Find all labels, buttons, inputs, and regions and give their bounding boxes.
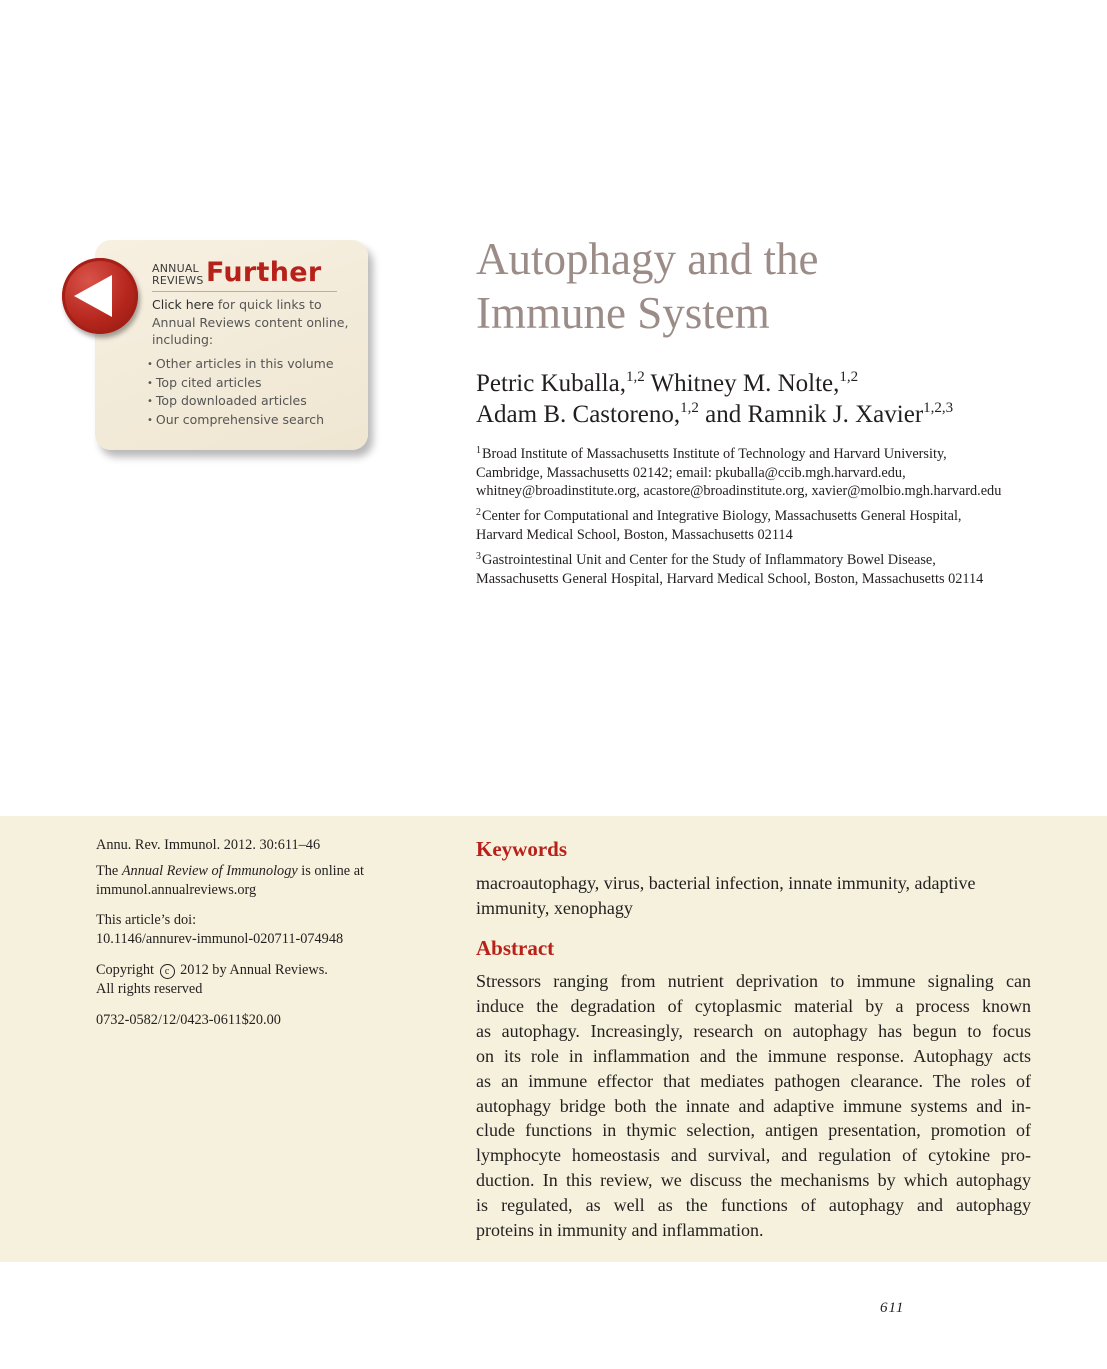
further-link[interactable]: • Top downloaded articles — [147, 392, 334, 411]
online-post: is online at — [297, 863, 365, 879]
affiliation-text: Gastrointestinal Unit and Center for the Study of Inflammatory Bowel Disease, — [482, 552, 936, 568]
keywords-list — [476, 871, 1036, 921]
affiliation-line: Cambridge, Massachusetts 02142; email: pkuballa@ccib.mgh.harvard.edu, — [476, 464, 906, 481]
divider — [152, 291, 337, 292]
author-affil-sup: 1,2 — [680, 400, 699, 416]
online-line — [96, 862, 416, 881]
further-link[interactable]: • Top cited articles — [147, 374, 334, 393]
back-arrow-icon[interactable] — [62, 258, 138, 334]
doi-block — [96, 911, 416, 949]
issn — [96, 1011, 416, 1030]
abstract-line: Stressors ranging from nutrient deprivation to immune signaling can — [476, 971, 1031, 991]
affiliation-text: Broad Institute of Massachusetts Institute of Technology and Harvard University, — [482, 446, 947, 462]
affiliation-line — [476, 445, 1066, 464]
doi-value[interactable]: 10.1146/annurev-immunol-020711-074948 — [96, 931, 344, 947]
abstract-line: clude functions in thymic selection, antigen presentation, promotion of — [476, 1120, 1031, 1141]
affiliation — [476, 551, 1066, 588]
abstract-line: proteins in immunity and inflammation. — [476, 1220, 764, 1241]
further-desc-text: for quick links to Annual Reviews content online, including: — [152, 297, 349, 347]
affiliation-line — [476, 551, 1066, 570]
author-affil-sup: 1,2 — [625, 369, 645, 385]
further-link[interactable]: • Our comprehensive search — [147, 411, 334, 430]
authors-line — [476, 400, 953, 430]
further-panel[interactable] — [95, 240, 368, 450]
author-name: Adam B. Castoreno, — [476, 401, 681, 428]
online-notice — [96, 862, 416, 900]
copyright-block — [96, 961, 416, 999]
journal-name: Annual Review of Immunology — [121, 863, 298, 879]
affiliation — [476, 507, 1066, 544]
author-name: and Ramnik J. Xavier — [698, 401, 924, 428]
author-name: Petric Kuballa, — [476, 370, 626, 397]
keywords-heading: Keywords — [476, 837, 567, 861]
affiliation-sup: 2 — [476, 507, 481, 518]
further-description — [152, 296, 352, 349]
copyright-post: 2012 by Annual Reviews. — [180, 962, 328, 978]
abstract-line: as an immune effector that mediates pathogen clearance. The roles of — [476, 1070, 1031, 1091]
affiliation-text: Center for Computational and Integrative Biology, Massachusetts General Hospital, — [482, 508, 962, 524]
citation-text: Annu. Rev. Immunol. 2012. 30:611–46 — [96, 837, 321, 853]
rights-text: All rights reserved — [96, 981, 203, 997]
affiliation — [476, 445, 1066, 501]
copyright-line — [96, 961, 416, 980]
abstract-line: as autophagy. Increasingly, research on autophagy has begun to focus — [476, 1020, 1031, 1041]
affiliation-sup: 1 — [476, 445, 481, 456]
affiliation-emails[interactable]: whitney@broadinstitute.org, acastore@broadinstitute.org, xavier@molbio.mgh.harvard.edu — [476, 483, 1002, 499]
abstract-line: on its role in inflammation and the immune response. Autophagy acts — [476, 1045, 1031, 1066]
affiliation-sup: 3 — [476, 551, 481, 562]
author-affil-sup: 1,2,3 — [923, 400, 954, 416]
further-link[interactable]: • Other articles in this volume — [147, 355, 334, 374]
page-number: 611 — [880, 1300, 905, 1316]
citation — [96, 836, 416, 855]
click-here-link[interactable]: Click here — [152, 297, 214, 312]
abstract-line: duction. In this review, we discuss the mechanisms by which autophagy — [476, 1170, 1031, 1191]
logo-annual: ANNUAL — [152, 262, 199, 275]
further-title: Further — [206, 257, 322, 288]
title-line: Autophagy and the — [476, 234, 819, 284]
abstract-line: autophagy bridge both the innate and adaptive immune systems and in- — [476, 1095, 1031, 1116]
abstract-line: induce the degradation of cytoplasmic material by a process known — [476, 995, 1031, 1016]
copyright-pre: Copyright — [96, 962, 154, 978]
title-line: Immune System — [476, 288, 770, 338]
affiliation-line: Harvard Medical School, Boston, Massachusetts 02114 — [476, 526, 793, 543]
online-pre: The — [96, 863, 122, 879]
annual-reviews-logo-text — [152, 263, 204, 287]
issn-text: 0732-0582/12/0423-0611$20.00 — [96, 1012, 281, 1028]
abstract-line: is regulated, as well as the functions of autophagy and autophagy — [476, 1195, 1031, 1216]
logo-reviews: REVIEWS — [152, 274, 204, 287]
abstract-body — [476, 969, 1031, 1243]
author-name: Whitney M. Nolte, — [644, 370, 840, 397]
doi-label: This article’s doi: — [96, 912, 197, 928]
further-links-list — [147, 355, 334, 429]
article-title — [476, 232, 1076, 340]
affiliation-line: Massachusetts General Hospital, Harvard Medical School, Boston, Massachusetts 02114 — [476, 570, 984, 587]
authors-line — [476, 369, 858, 399]
abstract-line: lymphocyte homeostasis and survival, and regulation of cytokine pro- — [476, 1145, 1031, 1166]
journal-url[interactable]: immunol.annualreviews.org — [96, 882, 257, 898]
keywords-line: macroautophagy, virus, bacterial infection, innate immunity, adaptive — [476, 873, 976, 893]
copyright-icon: c — [160, 964, 175, 979]
keywords-line: immunity, xenophagy — [476, 898, 633, 918]
abstract-heading: Abstract — [476, 936, 555, 960]
affiliation-line — [476, 507, 1066, 526]
author-affil-sup: 1,2 — [839, 369, 859, 385]
